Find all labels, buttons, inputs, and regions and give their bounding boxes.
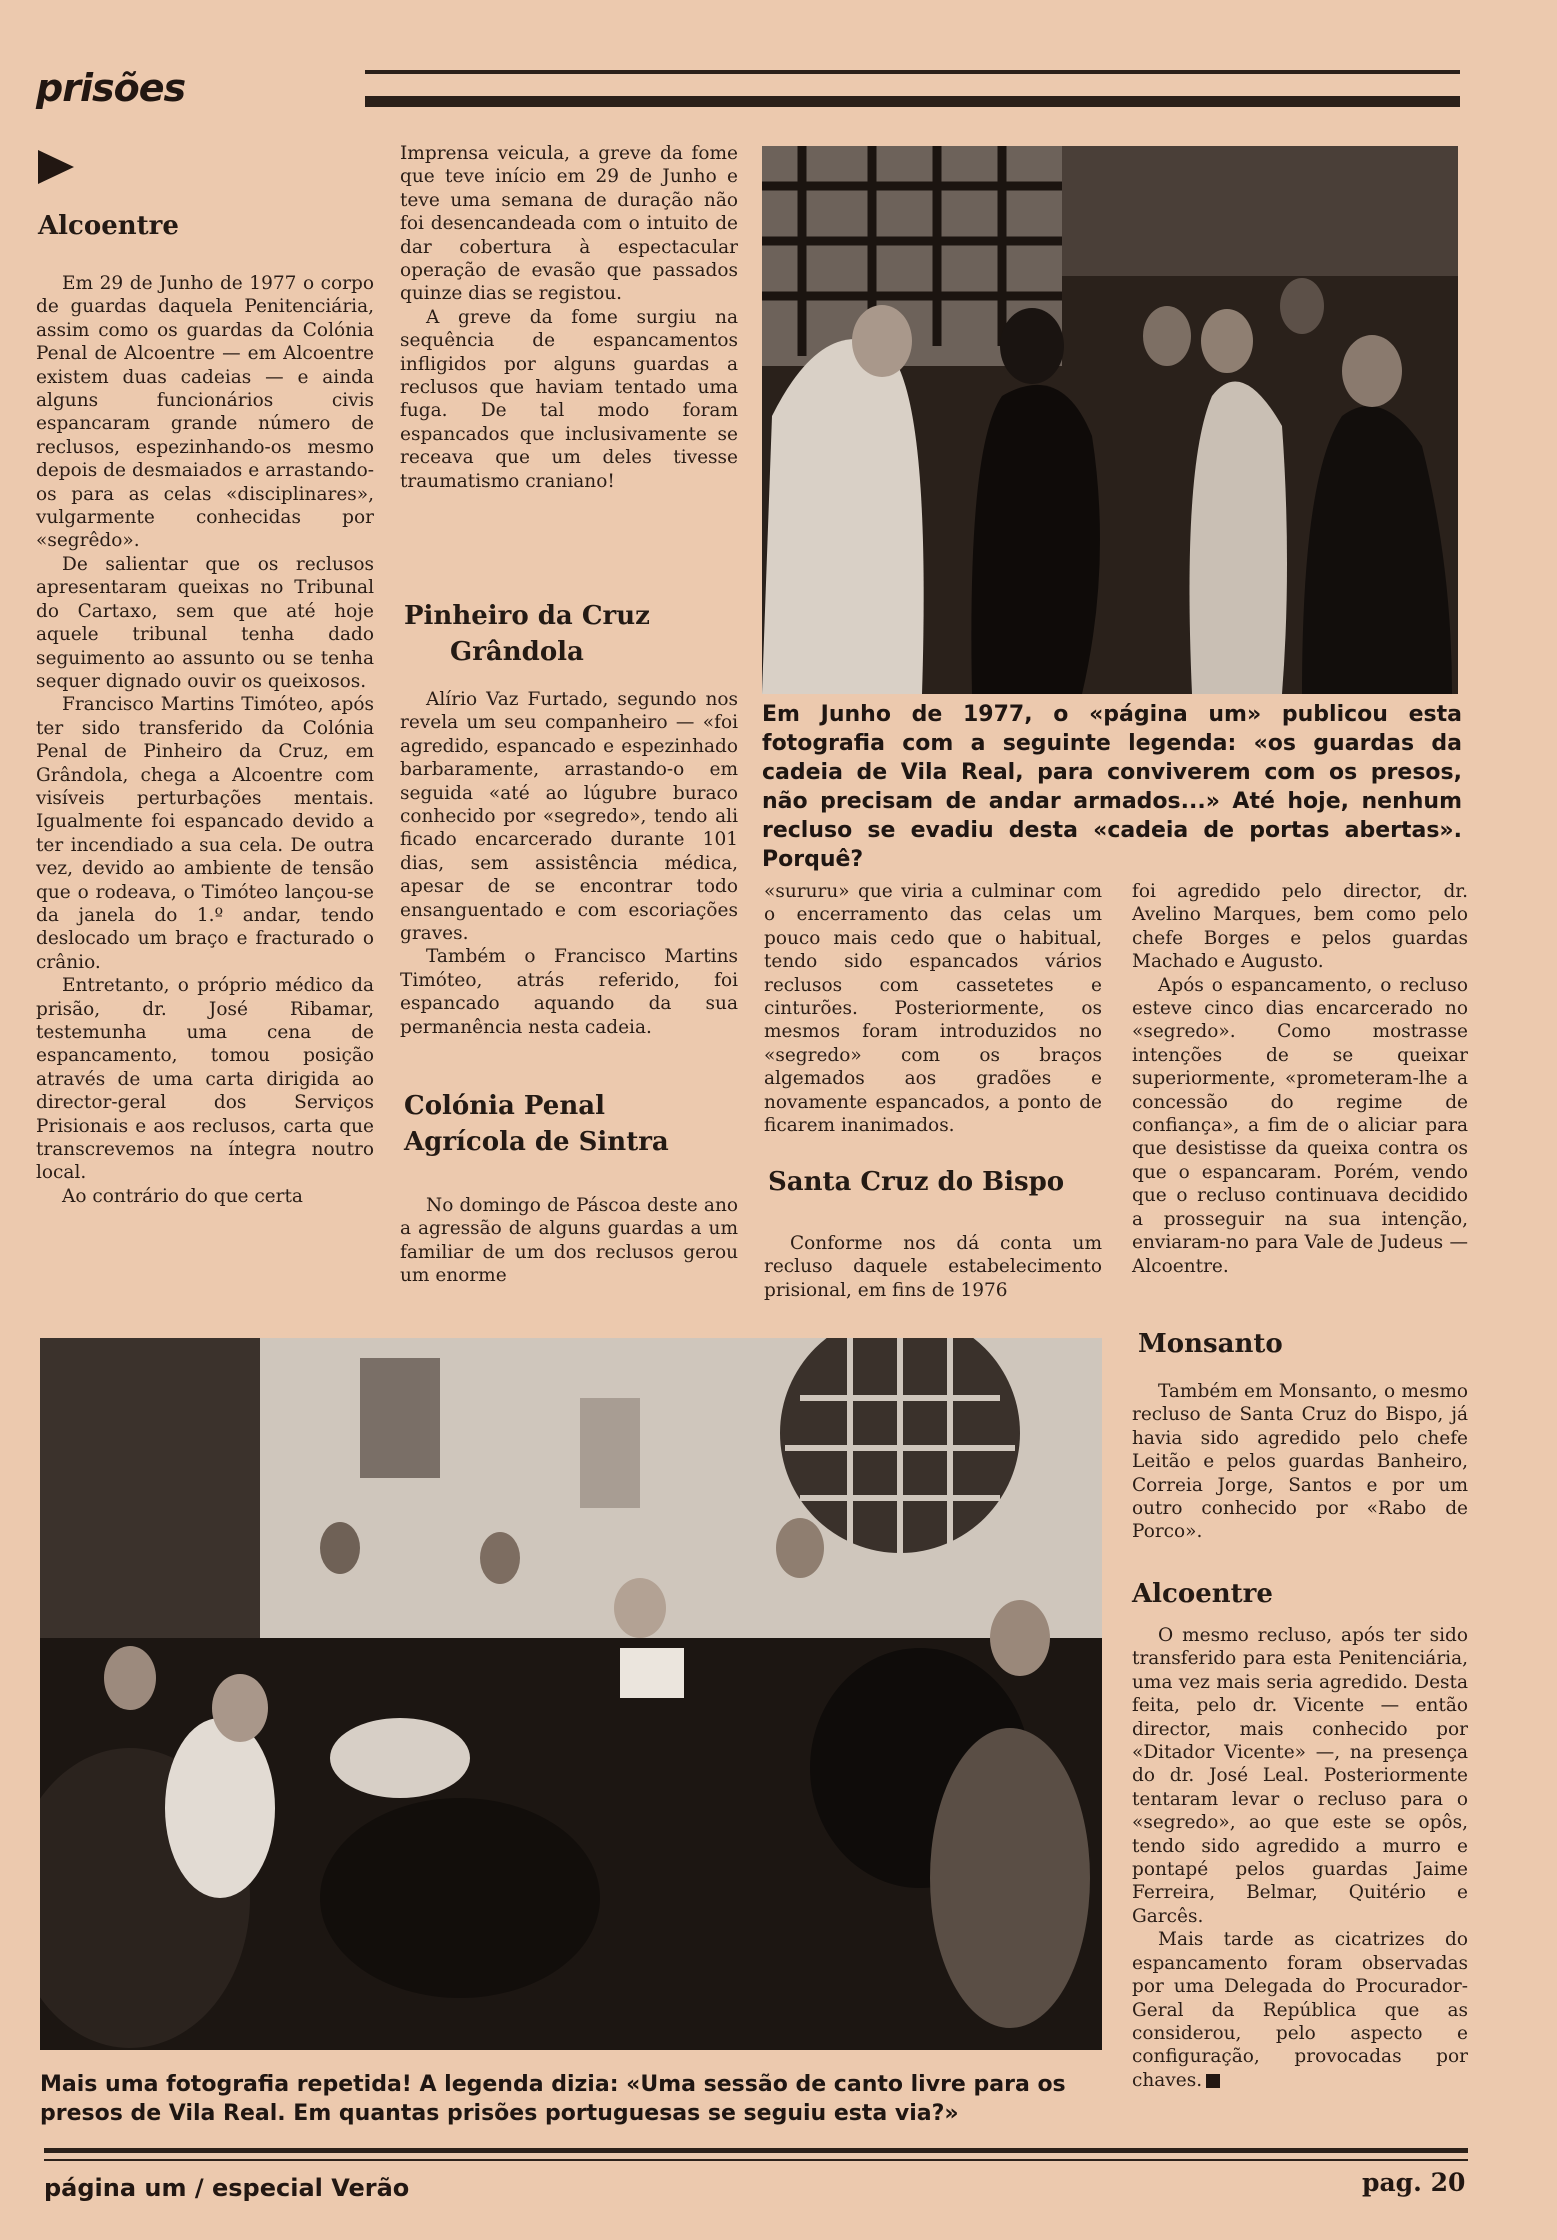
paragraph: Alírio Vaz Furtado, segundo nos revela um seu companheiro — «foi agredido, espancado e espezinhado barbaramente, arrastando-o em seguida «até ao lúgubre buraco conhecido por «segredo», tendo ali ficado encarcerado durante 101 dias, sem assistência médica, apesar de se encontrar todo ensanguentado e com escoriações graves.	[400, 689, 738, 945]
paragraph: Francisco Martins Timóteo, após ter sido transferido da Colónia Penal de Pinheiro da Cruz, em Grândola, chega a Alcoentre com visíveis perturbações mentais. Igualmente foi espancado devido a ter incendiado a sua cela. De outra vez, devido ao ambiente de tensão que o rodeava, o Timóteo lançou-se da janela do 1.º andar, tendo deslocado um braço e fracturado o crânio.	[36, 694, 374, 973]
paragraph-text: Mais tarde as cicatrizes do espancamento foram observadas por uma Delegada do Procurador-Geral da República que as considerou, pelo aspecto e configuração, provocadas por chaves.	[1132, 1929, 1468, 2091]
column-2	[400, 142, 738, 493]
photo-singing-image	[40, 1338, 1102, 2050]
column-3b	[764, 1232, 1102, 1302]
paragraph: De salientar que os reclusos apresentaram queixas no Tribunal do Cartaxo, sem que até hoje aquele tribunal tenha dado seguimento ao assunto ou se tenha sequer dignado ouvir os queixosos.	[36, 553, 374, 692]
paragraph: Em 29 de Junho de 1977 o corpo de guardas daquela Penitenciária, assim como os guardas da Colónia Penal de Alcoentre — em Alcoentre existem duas cadeias — e ainda alguns funcionários civis espancaram grande número de reclusos, espezinhando-os mesmo depois de desmaiados e arrastando-os para as celas «disciplinares», vulgarmente conhecidas por «segrêdo».	[36, 273, 374, 552]
paragraph: Também em Monsanto, o mesmo recluso de Santa Cruz do Bispo, já havia sido agredido pelo chefe Leitão e pelos guardas Banheiro, Correia Jorge, Santos e por um outro conhecido por «Rabo de Porco».	[1132, 1381, 1468, 1543]
heading-agricola-sintra: Agrícola de Sintra	[404, 1127, 669, 1157]
footer-rule-thin	[44, 2159, 1468, 2161]
footer-publication: página um / especial Verão	[44, 2174, 410, 2202]
column-1	[36, 272, 374, 1208]
photo-guards-caption: Em Junho de 1977, o «página um» publicou esta fotografia com a seguinte legenda: «os guardas da cadeia de Vila Real, para conviverem com os presos, não precisam de andar armados...» Até hoje, nenhum recluso se evadiu desta «cadeia de portas abertas». Porquê?	[762, 702, 1462, 872]
photo-singing-session	[40, 1338, 1102, 2050]
paragraph: Conforme nos dá conta um recluso daquele estabelecimento prisional, em fins de 1976	[764, 1233, 1102, 1301]
arrow-icon	[38, 150, 74, 184]
photo-guards-image	[762, 146, 1458, 694]
heading-pinheiro-da-cruz: Pinheiro da Cruz	[404, 601, 650, 631]
paragraph: Após o espancamento, o recluso esteve cinco dias encarcerado no «segredo». Como mostrasse intenções de se queixar superiormente, «prometeram-lhe a concessão do regime de confiança», a fim de o aliciar para que desistisse da queixa contra os que o espancaram. Porém, vendo que o recluso continuava decidido a prosseguir na sua intenção, enviaram-no para Vale de Judeus — Alcoentre.	[1132, 974, 1468, 1277]
column-4	[1132, 880, 1468, 1278]
paragraph: Ao contrário do que certa	[62, 1185, 303, 1207]
column-2b	[400, 688, 738, 1039]
heading-alcoentre-2: Alcoentre	[1132, 1579, 1273, 1609]
page-number: pag. 20	[1362, 2168, 1466, 2197]
paragraph	[1132, 1928, 1468, 2092]
heading-santa-cruz-do-bispo: Santa Cruz do Bispo	[768, 1167, 1065, 1197]
heading-colonia-penal: Colónia Penal	[404, 1091, 605, 1121]
footer-rule-thick	[44, 2148, 1468, 2153]
heading-grandola: Grândola	[450, 637, 584, 667]
paragraph: Entretanto, o próprio médico da prisão, dr. José Ribamar, testemunha uma cena de espancamento, tomou posição através de uma carta dirigida ao director-geral dos Serviços Prisionais e aos reclusos, carta que transcrevemos na íntegra noutro local.	[36, 975, 374, 1184]
paragraph: O mesmo recluso, após ter sido transferido para esta Penitenciária, uma vez mais seria agredido. Desta feita, pelo dr. Vicente — então director, mais conhecido por «Ditador Vicente» —, na presença do dr. José Leal. Posteriormente tentaram levar o recluso para o «segredo», ao que este se opôs, tendo sido agredido a murro e pontapé pelos guardas Jaime Ferreira, Belmar, Quitério e Garcês.	[1132, 1625, 1468, 1927]
end-mark	[1206, 2074, 1220, 2088]
heading-monsanto: Monsanto	[1138, 1329, 1283, 1359]
photo-guards-vila-real	[762, 146, 1458, 694]
column-3	[764, 880, 1102, 1137]
column-4b	[1132, 1380, 1468, 1544]
paragraph: «sururu» que viria a culminar com o encerramento das celas um pouco mais cedo que o habitual, tendo sido espancados vários reclusos com cassetetes e cinturões. Posteriormente, os mesmos foram introduzidos no «segredo» com os braços algemados aos gradões e novamente espancados, a ponto de ficarem inanimados.	[764, 881, 1102, 1137]
heading-alcoentre: Alcoentre	[38, 211, 179, 241]
section-title: prisões	[36, 66, 186, 110]
column-4c	[1132, 1624, 1468, 2092]
paragraph: Também o Francisco Martins Timóteo, atrás referido, foi espancado aquando da sua permanência nesta cadeia.	[400, 946, 738, 1038]
photo-singing-caption: Mais uma fotografia repetida! A legenda dizia: «Uma sessão de canto livre para os presos de Vila Real. Em quantas prisões portuguesas se seguiu esta via?»	[40, 2072, 1066, 2126]
paragraph: Imprensa veicula, a greve da fome que teve início em 29 de Junho e teve uma semana de duração não foi desencandeada com o intuito de dar cobertura à espectacular operação de evasão que passados quinze dias se registou.	[400, 143, 738, 305]
header-rule-thin	[365, 70, 1460, 74]
paragraph: No domingo de Páscoa deste ano a agressão de alguns guardas a um familiar de um dos reclusos gerou um enorme	[400, 1195, 738, 1287]
paragraph: foi agredido pelo director, dr. Avelino Marques, bem como pelo chefe Borges e pelos guardas Machado e Augusto.	[1132, 881, 1468, 973]
paragraph: A greve da fome surgiu na sequência de espancamentos infligidos por alguns guardas a reclusos que haviam tentado uma fuga. De tal modo foram espancados que inclusivamente se receava que um deles tivesse traumatismo craniano!	[400, 306, 738, 492]
column-2c	[400, 1194, 738, 1288]
header-rule-thick	[365, 96, 1460, 107]
